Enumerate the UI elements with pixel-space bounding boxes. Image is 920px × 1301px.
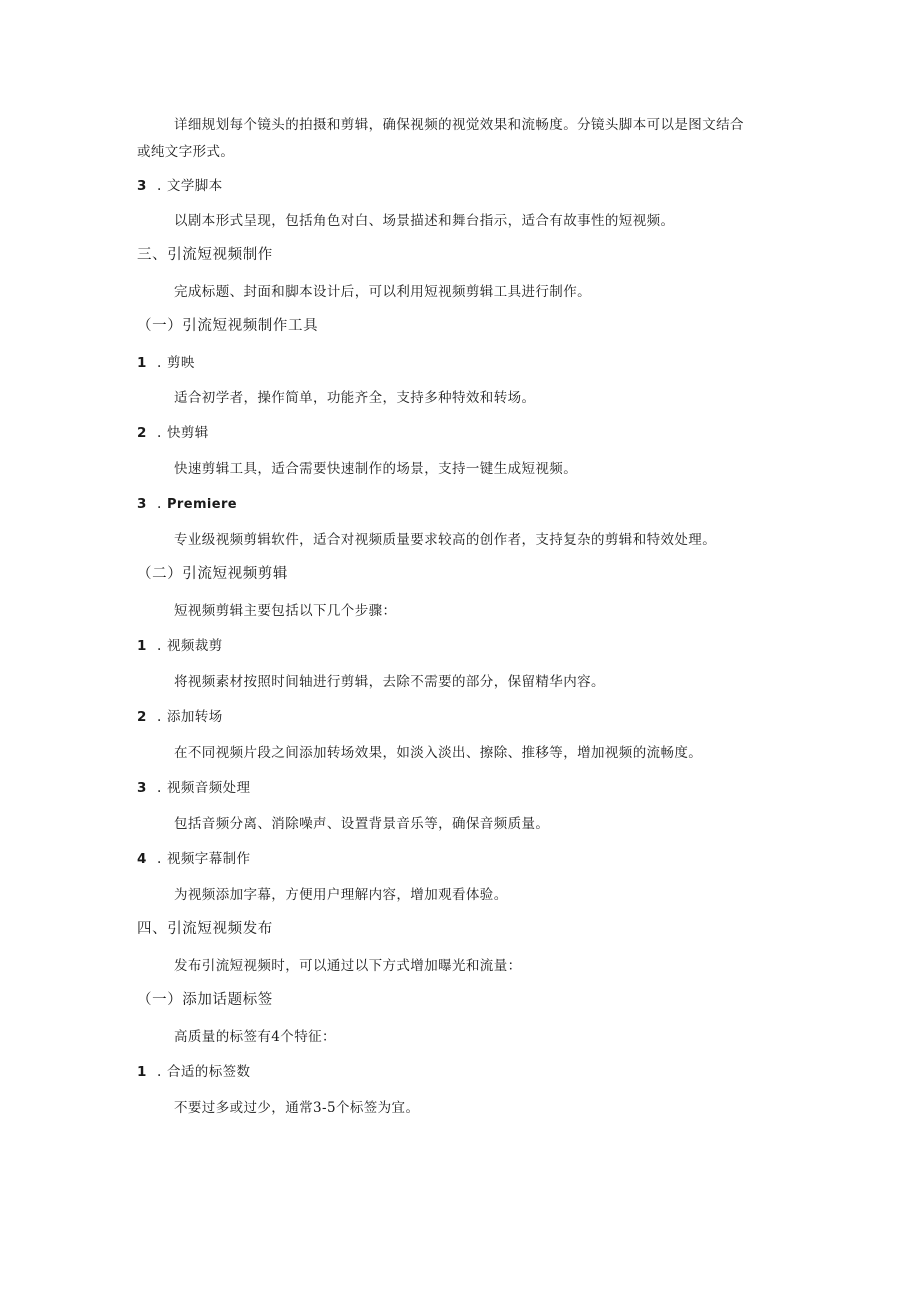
list-label: 快剪辑	[167, 425, 209, 441]
list-number: 1	[137, 355, 147, 371]
subheading-tools: （一）引流短视频制作工具	[137, 318, 319, 334]
list-number: 1	[137, 1064, 147, 1080]
subheading-tags: （一）添加话题标签	[137, 992, 273, 1008]
list-item-kuaijianji: 2 . 快剪辑	[137, 425, 209, 441]
list-number: 2	[137, 709, 147, 725]
paragraph-jianying: 适合初学者，操作简单，功能齐全，支持多种特效和转场。	[174, 390, 536, 406]
list-label: 视频裁剪	[167, 638, 223, 654]
list-item-transition: 2 . 添加转场	[137, 709, 223, 725]
paragraph-editing-intro: 短视频剪辑主要包括以下几个步骤：	[174, 603, 397, 619]
list-item-jianying: 1 . 剪映	[137, 355, 195, 371]
paragraph-storyboard-line2: 或纯文字形式。	[137, 144, 235, 160]
section-heading-publish: 四、引流短视频发布	[137, 921, 273, 937]
section-heading-production: 三、引流短视频制作	[137, 247, 273, 263]
list-item-premiere: 3 . Premiere	[137, 496, 238, 512]
list-number: 4	[137, 851, 147, 867]
list-item-subtitles: 4 . 视频字幕制作	[137, 851, 251, 867]
paragraph-literary-script: 以剧本形式呈现，包括角色对白、场景描述和舞台指示，适合有故事性的短视频。	[174, 213, 675, 229]
list-number: 3	[137, 780, 147, 796]
list-label: 添加转场	[167, 709, 223, 725]
list-label: 文学脚本	[167, 178, 223, 194]
paragraph-subtitles: 为视频添加字幕，方便用户理解内容，增加观看体验。	[174, 887, 508, 903]
paragraph-kuaijianji: 快速剪辑工具，适合需要快速制作的场景，支持一键生成短视频。	[174, 461, 578, 477]
list-number: 2	[137, 425, 147, 441]
paragraph-production-intro: 完成标题、封面和脚本设计后，可以利用短视频剪辑工具进行制作。	[174, 284, 591, 300]
list-number: 3	[137, 178, 147, 194]
paragraph-transition: 在不同视频片段之间添加转场效果，如淡入淡出、擦除、推移等，增加视频的流畅度。	[174, 745, 703, 761]
list-item-audio: 3 . 视频音频处理	[137, 780, 251, 796]
list-label: 合适的标签数	[167, 1064, 251, 1080]
paragraph-premiere: 专业级视频剪辑软件，适合对视频质量要求较高的创作者，支持复杂的剪辑和特效处理。	[174, 532, 717, 548]
list-item-tag-count: 1 . 合适的标签数	[137, 1064, 251, 1080]
list-label: 视频音频处理	[167, 780, 251, 796]
subheading-editing: （二）引流短视频剪辑	[137, 566, 288, 582]
list-label: 剪映	[167, 355, 195, 371]
paragraph-tags-intro: 高质量的标签有4个特征：	[174, 1029, 336, 1045]
paragraph-audio: 包括音频分离、消除噪声、设置背景音乐等，确保音频质量。	[174, 816, 550, 832]
list-label: Premiere	[167, 497, 238, 512]
paragraph-publish-intro: 发布引流短视频时，可以通过以下方式增加曝光和流量：	[174, 958, 522, 974]
paragraph-crop: 将视频素材按照时间轴进行剪辑，去除不需要的部分，保留精华内容。	[174, 674, 605, 690]
list-item-literary-script: 3 . 文学脚本	[137, 178, 223, 194]
list-number: 3	[137, 496, 147, 512]
paragraph-tag-count: 不要过多或过少，通常3-5个标签为宜。	[174, 1100, 420, 1116]
list-number: 1	[137, 638, 147, 654]
list-label: 视频字幕制作	[167, 851, 251, 867]
paragraph-storyboard-line1: 详细规划每个镜头的拍摄和剪辑，确保视频的视觉效果和流畅度。分镜头脚本可以是图文结合	[174, 117, 744, 133]
list-item-crop: 1 . 视频裁剪	[137, 638, 223, 654]
